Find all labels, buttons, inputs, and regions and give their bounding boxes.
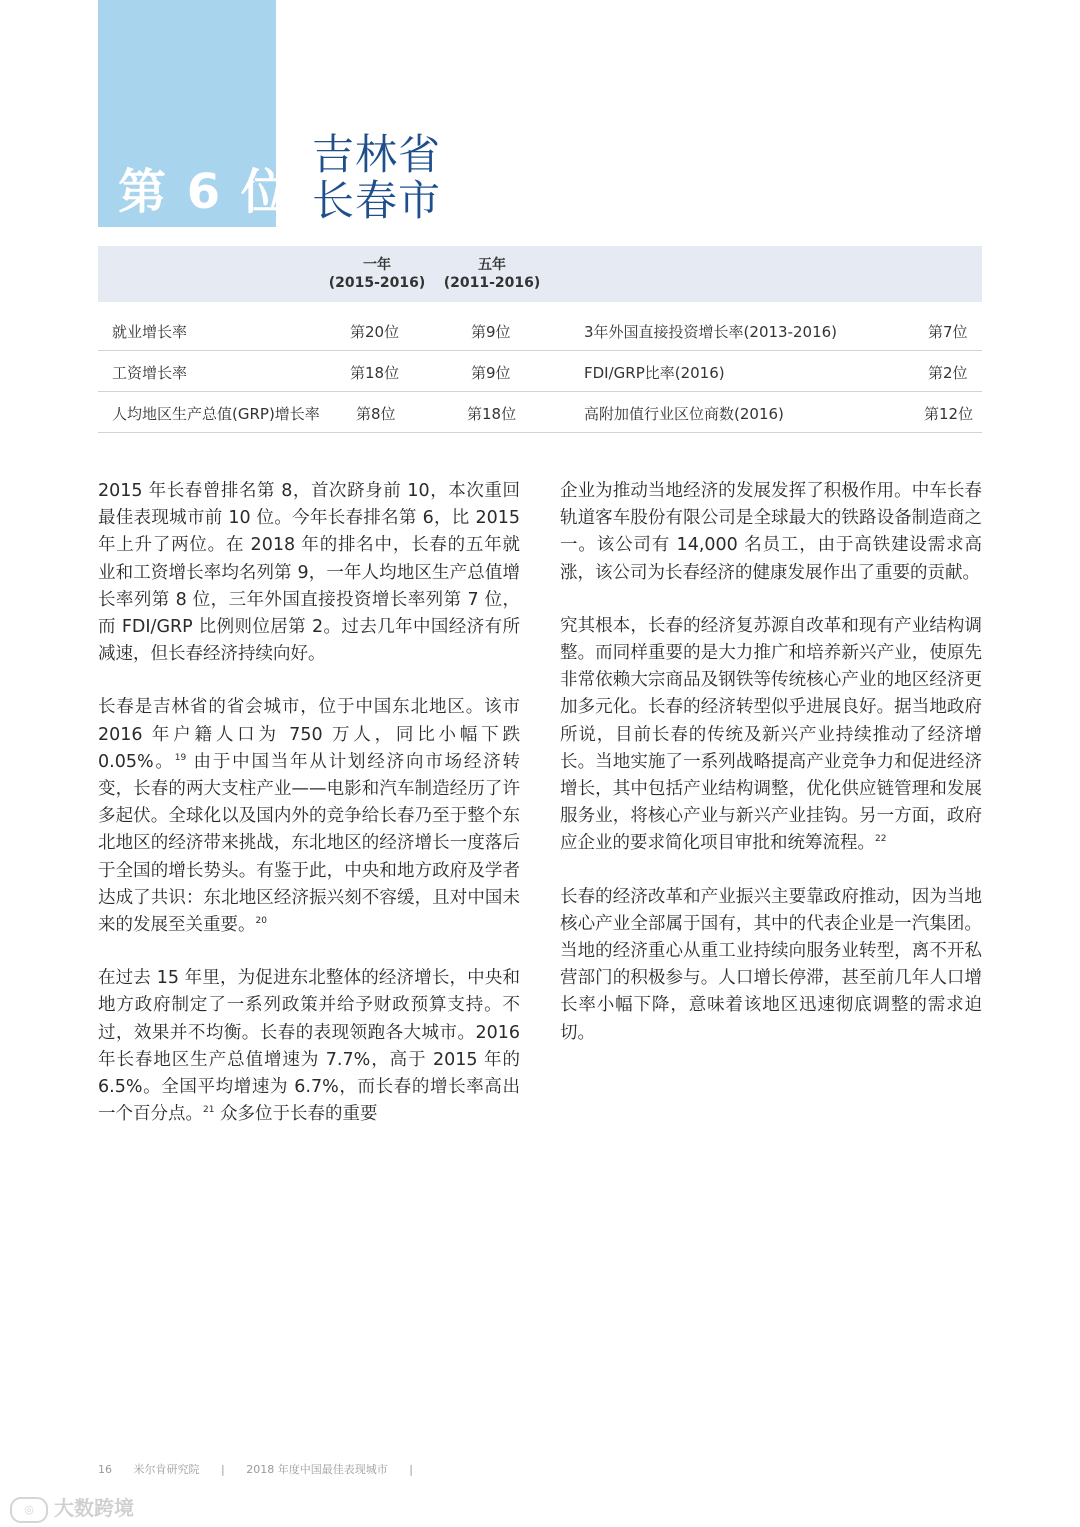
right-column <box>560 478 982 1073</box>
row-label: 就业增长率 <box>112 323 188 341</box>
row-one-year: 第20位 <box>350 323 400 341</box>
header-five-year <box>432 256 552 292</box>
row-five-year: 第18位 <box>467 405 517 423</box>
footnote-ref: 20 <box>255 916 267 927</box>
footer-separator: | <box>221 1463 225 1476</box>
paragraph-text: 长春的经济改革和产业振兴主要靠政府推动，因为当地核心产业全部属于国有，其中的代表企业是一汽集团。当地的经济重心从重工业持续向服务业转型，离不开私营部门的积极参与。人口增长停滞，甚至前几年人口增长率小幅下降，意味着该地区迅速彻底调整的需求迫切。 <box>560 886 982 1043</box>
header-one-year <box>317 256 437 292</box>
page-footer <box>98 1461 431 1477</box>
paragraph-text: 2015 年长春曾排名第 8，首次跻身前 10，本次重回最佳表现城市前 10 位。今年长春排名第 6，比 2015 年上升了两位。在 2018 年的排名中，长春的五年就业和工资增长率均名列第 9，一年人均地区生产总值增长率列第 8 位，三年外国直接投资增长率列第 7 位，而 FDI/GRP 比例则位居第 2。过去几年中国经济有所减速，但长春经济持续向好。 <box>98 481 520 665</box>
row-five-year: 第9位 <box>471 323 511 341</box>
table-header <box>98 246 982 302</box>
page-title <box>312 132 441 224</box>
row-five-year: 第9位 <box>471 364 511 382</box>
row-right-value: 第2位 <box>928 364 968 382</box>
header-one-year-range: (2015-2016) <box>328 275 426 291</box>
paragraph-text: 长春是吉林省的省会城市，位于中国东北地区。该市 2016 年户籍人口为 750 万人，同比小幅下跌 0.05%。 <box>98 697 520 772</box>
paragraph <box>560 478 982 587</box>
title-city: 长春市 <box>312 176 442 225</box>
paragraph-text: 究其根本，长春的经济复苏源自改革和现有产业结构调整。而同样重要的是大力推广和培养新兴产业，使原先非常依赖大宗商品及钢铁等传统核心产业的地区经济更加多元化。长春的经济转型似乎进展良好。据当地政府所说，目前长春的传统及新兴产业持续推动了经济增长。当地实施了一系列战略提高产业竞争力和促进经济增长，其中包括产业结构调整，优化供应链管理和发展服务业，将核心产业与新兴产业挂钩。另一方面，政府应企业的要求简化项目审批和统筹流程。 <box>560 615 982 854</box>
table-row <box>98 391 982 433</box>
table-row <box>98 350 982 392</box>
page-number: 16 <box>98 1463 112 1476</box>
row-right-value: 第12位 <box>924 405 974 423</box>
paragraph-text: 在过去 15 年里，为促进东北整体的经济增长，中央和地方政府制定了一系列政策并给予财政预算支持。不过，效果并不均衡。长春的表现领跑各大城市。2016 年长春地区生产总值增速为 7.7%，高于 2015 年的 6.5%。全国平均增速为 6.7%，而长春的增长率高出一个百分点。 <box>98 968 520 1125</box>
footnote-ref: 21 <box>203 1105 215 1116</box>
row-right-label: FDI/GRP比率(2016) <box>584 364 725 382</box>
paragraph <box>98 694 520 939</box>
paragraph <box>560 613 982 858</box>
rank-label: 第 6 位 <box>118 164 291 220</box>
header-five-year-label: 五年 <box>478 257 506 273</box>
row-one-year: 第8位 <box>356 405 396 423</box>
row-right-label: 高附加值行业区位商数(2016) <box>584 405 784 423</box>
watermark-text: 大数跨境 <box>54 1496 134 1520</box>
row-right-label: 3年外国直接投资增长率(2013-2016) <box>584 323 838 341</box>
logo-icon: ◎ <box>10 1497 48 1523</box>
row-label: 人均地区生产总值(GRP)增长率 <box>112 405 320 423</box>
paragraph-text: 由于中国当年从计划经济向市场经济转变，长春的两大支柱产业——电影和汽车制造经历了许多起伏。全球化以及国内外的竞争给长春乃至于整个东北地区的经济带来挑战，东北地区的经济增长一度落后于全国的增长势头。有鉴于此，中央和地方政府及学者达成了共识：东北地区经济振兴刻不容缓，且对中国未来的发展至关重要。 <box>98 751 521 936</box>
row-right-value: 第7位 <box>928 323 968 341</box>
paragraph <box>98 478 520 668</box>
footnote-ref: 22 <box>875 834 887 845</box>
left-column <box>98 478 520 1154</box>
paragraph-text: 企业为推动当地经济的发展发挥了积极作用。中车长春轨道客车股份有限公司是全球最大的铁路设备制造商之一。该公司有 14,000 名员工，由于高铁建设需求高涨，该公司为长春经济的健康发展作出了重要的贡献。 <box>560 481 982 583</box>
paragraph <box>98 965 520 1128</box>
footer-report: 2018 年度中国最佳表现城市 <box>246 1463 388 1476</box>
footnote-ref: 19 <box>174 753 187 763</box>
footer-org: 米尔肯研究院 <box>133 1463 200 1476</box>
paragraph <box>560 884 982 1047</box>
table-row <box>98 309 982 351</box>
paragraph-text: 众多位于长春的重要 <box>214 1104 378 1125</box>
row-label: 工资增长率 <box>112 364 188 382</box>
title-province: 吉林省 <box>312 130 442 179</box>
header-one-year-label: 一年 <box>363 257 391 273</box>
footer-separator: | <box>409 1463 413 1476</box>
row-one-year: 第18位 <box>350 364 400 382</box>
watermark <box>10 1492 134 1523</box>
header-five-year-range: (2011-2016) <box>443 275 541 291</box>
